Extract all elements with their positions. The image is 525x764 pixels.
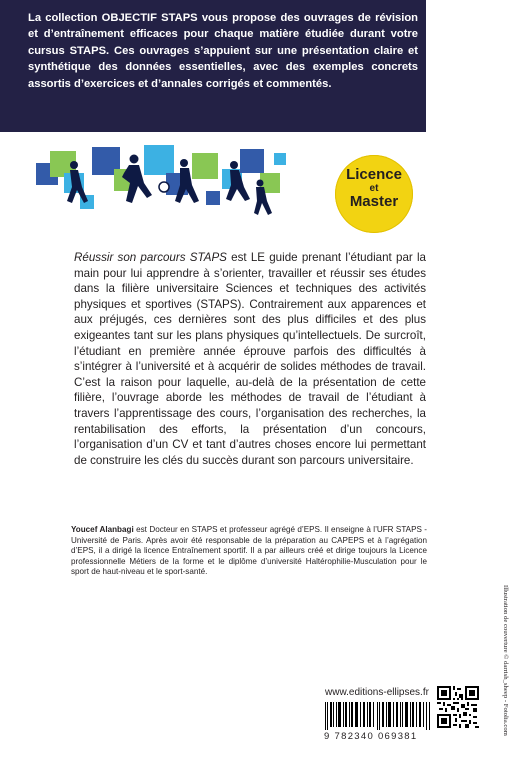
qr-code[interactable] xyxy=(437,686,479,728)
intro-text: vous propose des ouvrages de révision et d’entraînement efficaces pour chaque matière étudiée durant votre cursus STAPS. Ces ouvrages s’appuient sur une présentation claire et synthétique des données essentielles, avec des exemples concrets assortis d’exercices et d’annales corrigés et commentés. xyxy=(28,12,418,90)
author-bio xyxy=(71,525,427,578)
illustration-credit: Illustration de couverture © darrish_sheep - Fotolia.com xyxy=(502,585,509,736)
book-title: Réussir son parcours STAPS xyxy=(74,251,227,264)
intro-prefix: La collection xyxy=(28,12,102,24)
barcode xyxy=(325,702,431,730)
book-description xyxy=(74,250,426,468)
collection-intro xyxy=(28,10,418,92)
collection-name: OBJECTIF STAPS xyxy=(101,12,198,24)
badge-licence: Licence xyxy=(346,166,402,183)
isbn-number: 9 782340 069381 xyxy=(324,731,418,742)
athletes-illustration xyxy=(34,143,288,225)
level-badge xyxy=(335,155,413,233)
publisher-website[interactable]: www.editions-ellipses.fr xyxy=(325,687,429,698)
description-text: est LE guide prenant l’étudiant par la main pour lui apprendre à s’orienter, travailler et réussir ses études dans la filière universitaire Sciences et techniques des activités physiques et sportives (STAPS). Contrairement aux apparences et aux préjugés, ces dernières sont des plus difficiles et des plus exigeantes tant sur les plans physiques qu’intellectuels. De surcroît, l’étudiant en première année éprouve parfois des difficultés à s’intégrer à l’université et à acquérir de solides méthodes de travail. C’est la raison pour laquelle, au-delà de la présentation de cette filière, l’ouvrage aborde les méthodes de travail de l’étudiant à travers l’apprentissage des cours, l’organisation des recherches, la rentabilisation des efforts, la présentation d’un concours, l’organisation d’un CV et tant d’autres choses encore lui permettant de construire les clés du succès durant son parcours universitaire. xyxy=(74,251,426,467)
badge-et: et xyxy=(369,183,379,194)
badge-master: Master xyxy=(349,193,399,210)
author-bio-text: est Docteur en STAPS et professeur agrégé d’EPS. Il enseigne à l’UFR STAPS - Université de Paris. Après avoir été responsable de la préparation au CAPEPS et à l’agrégation d’EPS, il a dirigé la licence Entraînement sportif. Il a par ailleurs créé et dirige toujours la Licence professionnelle Métiers de la forme et le diplôme d’université Haltérophilie-Musculation pour le sport de haut-niveau et le sport-santé. xyxy=(71,525,427,577)
collection-banner xyxy=(0,0,426,132)
author-name: Youcef Alanbagi xyxy=(71,525,134,534)
